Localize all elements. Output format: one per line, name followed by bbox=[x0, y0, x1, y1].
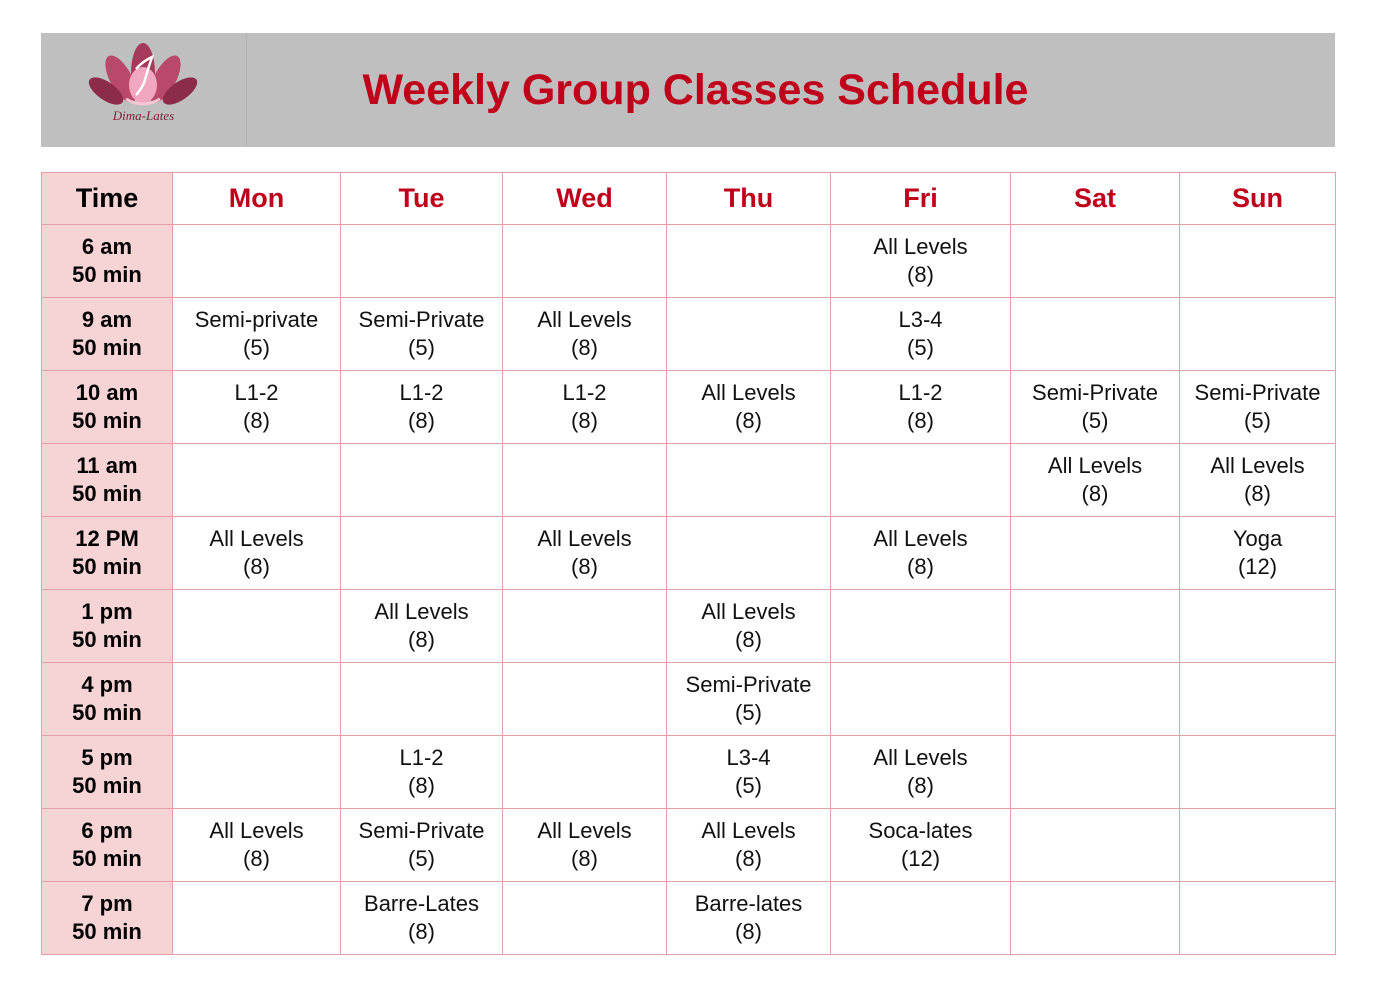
schedule-cell-fri bbox=[831, 517, 1011, 590]
class-capacity: (5) bbox=[735, 700, 762, 725]
class-capacity: (8) bbox=[408, 627, 435, 652]
class-name: Yoga bbox=[1232, 526, 1283, 551]
schedule-cell-sun bbox=[1180, 809, 1336, 882]
page-title: Weekly Group Classes Schedule bbox=[362, 65, 1029, 114]
time-label: 6 pm bbox=[81, 818, 133, 843]
class-name: All Levels bbox=[537, 307, 632, 332]
schedule-cell-mon bbox=[173, 444, 341, 517]
class-capacity: (8) bbox=[408, 408, 435, 433]
class-capacity: (8) bbox=[571, 846, 598, 871]
class-name: All Levels bbox=[701, 380, 796, 405]
class-capacity: (8) bbox=[243, 554, 270, 579]
time-slot-cell bbox=[42, 444, 173, 517]
schedule-cell-mon bbox=[173, 882, 341, 955]
table-row bbox=[42, 517, 1336, 590]
class-capacity: (8) bbox=[1244, 481, 1271, 506]
duration-label: 50 min bbox=[72, 481, 142, 506]
schedule-cell-sat bbox=[1011, 371, 1180, 444]
class-name: All Levels bbox=[1047, 453, 1143, 478]
class-capacity: (8) bbox=[907, 773, 934, 798]
day-header-sun: Sun bbox=[1180, 173, 1336, 225]
schedule-cell-wed bbox=[503, 809, 667, 882]
schedule-cell-tue bbox=[341, 225, 503, 298]
schedule-cell-tue bbox=[341, 590, 503, 663]
class-capacity: (5) bbox=[1244, 408, 1271, 433]
schedule-cell-wed bbox=[503, 298, 667, 371]
class-capacity: (5) bbox=[735, 773, 762, 798]
class-name: L1-2 bbox=[234, 380, 279, 405]
class-name: Semi-Private bbox=[358, 307, 485, 332]
schedule-cell-sat bbox=[1011, 517, 1180, 590]
time-slot-cell bbox=[42, 225, 173, 298]
class-name: L3-4 bbox=[898, 307, 943, 332]
schedule-cell-thu bbox=[667, 882, 831, 955]
schedule-cell-thu bbox=[667, 444, 831, 517]
schedule-cell-sat bbox=[1011, 882, 1180, 955]
time-label: 9 am bbox=[81, 307, 133, 332]
class-name: Semi-private bbox=[194, 307, 319, 332]
schedule-cell-wed bbox=[503, 882, 667, 955]
schedule-cell-mon bbox=[173, 298, 341, 371]
schedule-cell-sun bbox=[1180, 882, 1336, 955]
schedule-cell-tue bbox=[341, 663, 503, 736]
class-name: All Levels bbox=[873, 745, 968, 770]
schedule-cell-wed bbox=[503, 736, 667, 809]
schedule-cell-wed bbox=[503, 371, 667, 444]
schedule-cell-fri bbox=[831, 590, 1011, 663]
class-capacity: (8) bbox=[571, 408, 598, 433]
table-row bbox=[42, 444, 1336, 517]
class-capacity: (8) bbox=[735, 627, 762, 652]
schedule-cell-fri bbox=[831, 882, 1011, 955]
table-row bbox=[42, 371, 1336, 444]
class-capacity: (8) bbox=[408, 919, 435, 944]
schedule-cell-mon bbox=[173, 663, 341, 736]
class-name: Semi-Private bbox=[1194, 380, 1321, 405]
duration-label: 50 min bbox=[72, 335, 142, 360]
table-row bbox=[42, 225, 1336, 298]
schedule-cell-mon bbox=[173, 371, 341, 444]
schedule-cell-wed bbox=[503, 590, 667, 663]
class-name: All Levels bbox=[374, 599, 469, 624]
schedule-cell-mon bbox=[173, 517, 341, 590]
day-header-sat: Sat bbox=[1011, 173, 1180, 225]
time-slot-cell bbox=[42, 517, 173, 590]
class-capacity: (8) bbox=[907, 554, 934, 579]
class-name: Semi-Private bbox=[1032, 380, 1158, 405]
duration-label: 50 min bbox=[72, 554, 142, 579]
class-capacity: (12) bbox=[1237, 554, 1278, 579]
schedule-cell-mon bbox=[173, 809, 341, 882]
schedule-cell-sat bbox=[1011, 663, 1180, 736]
time-label: 10 am bbox=[75, 380, 139, 405]
schedule-cell-sun bbox=[1180, 371, 1336, 444]
time-column-header: Time bbox=[42, 173, 173, 225]
duration-label: 50 min bbox=[72, 773, 142, 798]
schedule-cell-fri bbox=[831, 298, 1011, 371]
schedule-cell-sun bbox=[1180, 663, 1336, 736]
schedule-cell-thu bbox=[667, 590, 831, 663]
day-header-fri: Fri bbox=[831, 173, 1011, 225]
class-capacity: (8) bbox=[408, 773, 435, 798]
schedule-cell-tue bbox=[341, 736, 503, 809]
time-slot-cell bbox=[42, 298, 173, 371]
time-label: 6 am bbox=[81, 234, 133, 259]
class-name: All Levels bbox=[537, 818, 632, 843]
class-name: Barre-Lates bbox=[364, 891, 479, 916]
schedule-cell-sun bbox=[1180, 444, 1336, 517]
class-capacity: (5) bbox=[408, 846, 435, 871]
class-capacity: (5) bbox=[408, 335, 435, 360]
schedule-cell-tue bbox=[341, 444, 503, 517]
schedule-cell-wed bbox=[503, 225, 667, 298]
class-name: L1-2 bbox=[399, 745, 444, 770]
class-capacity: (8) bbox=[735, 919, 762, 944]
schedule-cell-fri bbox=[831, 225, 1011, 298]
class-name: All Levels bbox=[701, 599, 796, 624]
table-row bbox=[42, 736, 1336, 809]
class-capacity: (5) bbox=[243, 335, 270, 360]
class-name: L1-2 bbox=[898, 380, 943, 405]
class-name: L1-2 bbox=[562, 380, 607, 405]
class-capacity: (5) bbox=[907, 335, 934, 360]
schedule-cell-thu bbox=[667, 517, 831, 590]
class-name: All Levels bbox=[209, 526, 304, 551]
schedule-cell-wed bbox=[503, 663, 667, 736]
duration-label: 50 min bbox=[72, 408, 142, 433]
schedule-cell-mon bbox=[173, 225, 341, 298]
class-capacity: (12) bbox=[900, 846, 941, 871]
schedule-cell-sun bbox=[1180, 298, 1336, 371]
schedule-cell-sat bbox=[1011, 590, 1180, 663]
schedule-cell-thu bbox=[667, 225, 831, 298]
time-slot-cell bbox=[42, 882, 173, 955]
duration-label: 50 min bbox=[72, 262, 142, 287]
table-row bbox=[42, 809, 1336, 882]
class-name: Barre-lates bbox=[694, 891, 803, 916]
schedule-cell-sun bbox=[1180, 517, 1336, 590]
schedule-cell-tue bbox=[341, 517, 503, 590]
schedule-cell-fri bbox=[831, 809, 1011, 882]
class-capacity: (8) bbox=[735, 846, 762, 871]
class-name: Soca-lates bbox=[868, 818, 973, 843]
schedule-cell-fri bbox=[831, 444, 1011, 517]
class-capacity: (8) bbox=[1081, 481, 1109, 506]
schedule-cell-tue bbox=[341, 371, 503, 444]
duration-label: 50 min bbox=[72, 627, 142, 652]
time-label: 4 pm bbox=[81, 672, 133, 697]
schedule-cell-fri bbox=[831, 663, 1011, 736]
schedule-cell-mon bbox=[173, 590, 341, 663]
schedule-cell-thu bbox=[667, 298, 831, 371]
schedule-cell-sun bbox=[1180, 736, 1336, 809]
duration-label: 50 min bbox=[72, 700, 142, 725]
schedule-cell-thu bbox=[667, 809, 831, 882]
class-capacity: (8) bbox=[571, 554, 598, 579]
time-label: 5 pm bbox=[81, 745, 133, 770]
schedule-cell-tue bbox=[341, 882, 503, 955]
schedule-cell-wed bbox=[503, 517, 667, 590]
duration-label: 50 min bbox=[72, 919, 142, 944]
time-slot-cell bbox=[42, 663, 173, 736]
duration-label: 50 min bbox=[72, 846, 142, 871]
day-header-thu: Thu bbox=[667, 173, 831, 225]
class-capacity: (8) bbox=[243, 408, 270, 433]
schedule-cell-thu bbox=[667, 371, 831, 444]
schedule-cell-wed bbox=[503, 444, 667, 517]
class-name: All Levels bbox=[873, 526, 968, 551]
class-capacity: (8) bbox=[571, 335, 598, 360]
schedule-cell-fri bbox=[831, 736, 1011, 809]
schedule-cell-thu bbox=[667, 663, 831, 736]
schedule-cell-tue bbox=[341, 809, 503, 882]
time-slot-cell bbox=[42, 371, 173, 444]
class-name: L3-4 bbox=[726, 745, 771, 770]
schedule-cell-fri bbox=[831, 371, 1011, 444]
schedule-cell-sun bbox=[1180, 225, 1336, 298]
header-banner bbox=[41, 33, 1335, 147]
class-name: All Levels bbox=[209, 818, 304, 843]
class-capacity: (5) bbox=[1081, 408, 1109, 433]
table-row bbox=[42, 882, 1336, 955]
schedule-cell-sat bbox=[1011, 444, 1180, 517]
logo-text: Dima-Lates bbox=[112, 108, 175, 123]
class-name: All Levels bbox=[1210, 453, 1305, 478]
time-label: 1 pm bbox=[81, 599, 133, 624]
time-label: 11 am bbox=[76, 453, 138, 478]
class-capacity: (8) bbox=[907, 262, 934, 287]
class-capacity: (8) bbox=[735, 408, 762, 433]
class-name: All Levels bbox=[701, 818, 796, 843]
time-label: 12 PM bbox=[75, 526, 139, 551]
schedule-cell-thu bbox=[667, 736, 831, 809]
table-row bbox=[42, 663, 1336, 736]
class-name: Semi-Private bbox=[358, 818, 485, 843]
class-name: L1-2 bbox=[399, 380, 444, 405]
lotus-logo-icon bbox=[86, 39, 201, 114]
class-capacity: (8) bbox=[243, 846, 270, 871]
header-row bbox=[42, 173, 1336, 225]
schedule-cell-tue bbox=[341, 298, 503, 371]
day-header-tue: Tue bbox=[341, 173, 503, 225]
schedule-table bbox=[41, 172, 1336, 955]
schedule-cell-sat bbox=[1011, 736, 1180, 809]
time-slot-cell bbox=[42, 809, 173, 882]
schedule-cell-sat bbox=[1011, 809, 1180, 882]
schedule-cell-sun bbox=[1180, 590, 1336, 663]
time-label: 7 pm bbox=[81, 891, 133, 916]
class-name: All Levels bbox=[537, 526, 632, 551]
class-capacity: (8) bbox=[907, 408, 934, 433]
day-header-wed: Wed bbox=[503, 173, 667, 225]
class-name: Semi-Private bbox=[685, 672, 812, 697]
table-row bbox=[42, 298, 1336, 371]
class-name: All Levels bbox=[873, 234, 968, 259]
schedule-cell-mon bbox=[173, 736, 341, 809]
logo bbox=[41, 33, 247, 147]
time-slot-cell bbox=[42, 736, 173, 809]
day-header-mon: Mon bbox=[173, 173, 341, 225]
table-row bbox=[42, 590, 1336, 663]
schedule-cell-sat bbox=[1011, 298, 1180, 371]
time-slot-cell bbox=[42, 590, 173, 663]
schedule-cell-sat bbox=[1011, 225, 1180, 298]
